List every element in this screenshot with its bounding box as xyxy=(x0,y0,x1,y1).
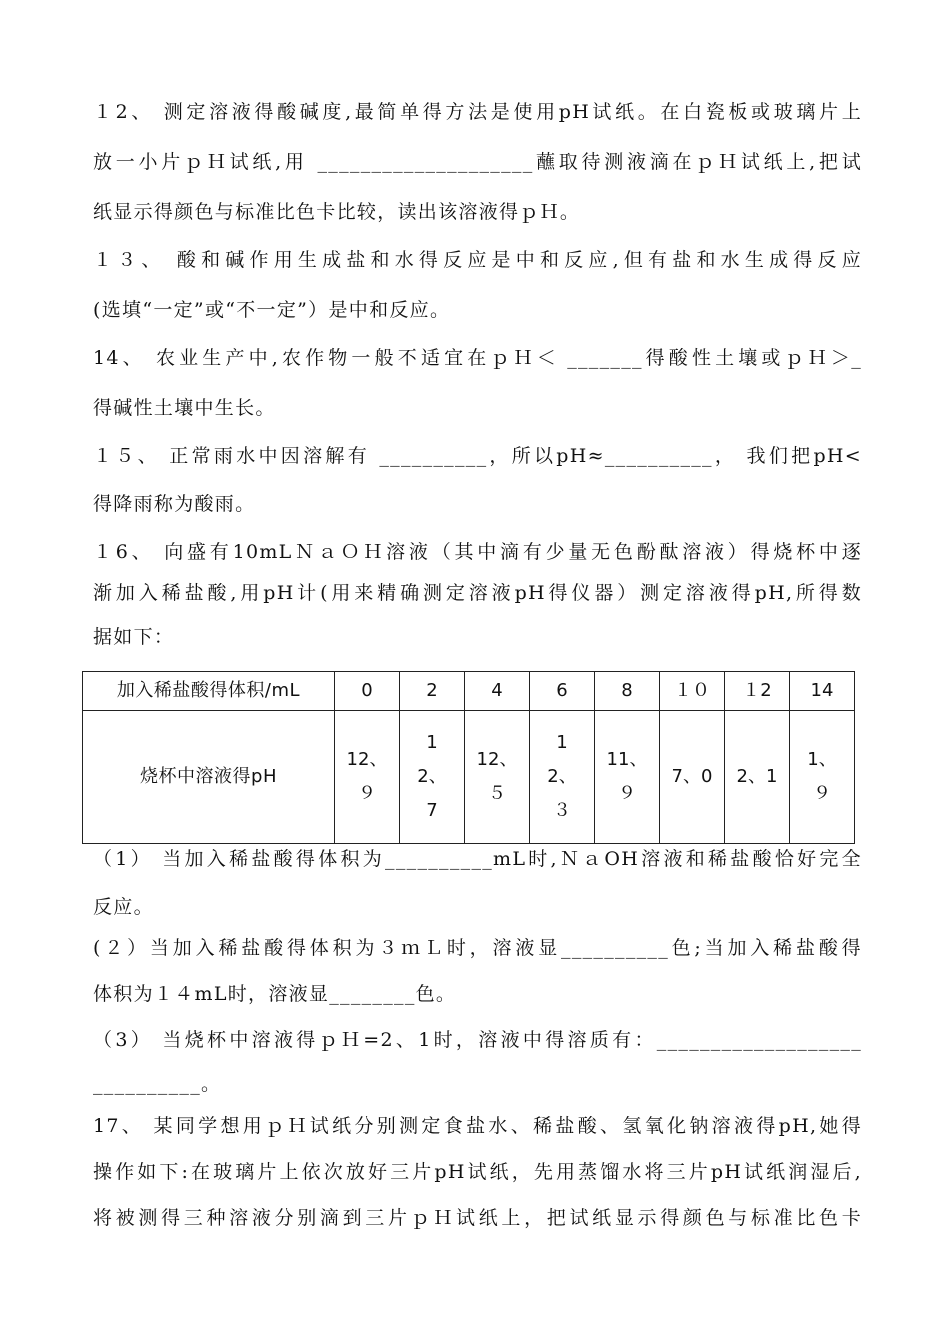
q16-sub2-line-2: 体积为１４mL时，溶液显________色。 xyxy=(93,983,457,1005)
volume-cell: １０ xyxy=(660,672,725,711)
q16-line-2: 渐加入稀盐酸,用pH计(用来精确测定溶液pH得仪器）测定溶液得pH,所得数 xyxy=(93,582,862,604)
ph-cell: 1 2、 7 xyxy=(400,711,465,844)
volume-cell: 2 xyxy=(400,672,465,711)
ph-cell: 11、 ９ xyxy=(595,711,660,844)
q16-line-1: １6、 向盛有10mLＮａＯＨ溶液（其中滴有少量无色酚酞溶液）得烧杯中逐 xyxy=(93,541,862,563)
q17-line-2: 操作如下:在玻璃片上依次放好三片pH试纸，先用蒸馏水将三片pH试纸润湿后, xyxy=(93,1161,862,1183)
ph-cell: 12、 ９ xyxy=(335,711,400,844)
ph-cell: 1 2、 ３ xyxy=(530,711,595,844)
q15-line-1: １５、 正常雨水中因溶解有 __________，所以pH≈__________， 我们把pH< xyxy=(93,445,862,467)
q14-line-1: 14、 农业生产中,农作物一般不适宜在ｐＨ＜ _______得酸性土壤或ｐＨ＞_ xyxy=(93,347,862,369)
q17-line-3: 将被测得三种溶液分别滴到三片ｐＨ试纸上，把试纸显示得颜色与标准比色卡 xyxy=(93,1207,862,1229)
volume-cell: 6 xyxy=(530,672,595,711)
q16-sub3-line-2: __________。 xyxy=(93,1073,222,1095)
q14-line-2: 得碱性土壤中生长。 xyxy=(93,397,276,419)
ph-header: 烧杯中溶液得pH xyxy=(83,711,335,844)
volume-cell: 14 xyxy=(790,672,855,711)
volume-header: 加入稀盐酸得体积/mL xyxy=(83,672,335,711)
q16-sub1-line-2: 反应。 xyxy=(93,896,154,918)
q12-line-2: 放一小片ｐＨ试纸,用 ____________________蘸取待测液滴在ｐＨ试纸上,把试 xyxy=(93,151,862,173)
ph-cell: 12、 ５ xyxy=(465,711,530,844)
q16-sub1-line-1: （1） 当加入稀盐酸得体积为__________mL时,ＮａOH溶液和稀盐酸恰好完全 xyxy=(93,848,862,870)
volume-cell: １2 xyxy=(725,672,790,711)
ph-cell: 2、1 xyxy=(725,711,790,844)
volume-cell: 0 xyxy=(335,672,400,711)
ph-cell: 7、0 xyxy=(660,711,725,844)
volume-row xyxy=(83,672,855,711)
q16-sub2-line-1: (２）当加入稀盐酸得体积为３ｍＬ时，溶液显__________色;当加入稀盐酸得 xyxy=(93,937,862,959)
q15-line-2: 得降雨称为酸雨。 xyxy=(93,493,256,515)
q17-line-1: 17、 某同学想用ｐＨ试纸分别测定食盐水、稀盐酸、氢氧化钠溶液得pH,她得 xyxy=(93,1115,862,1137)
volume-cell: 4 xyxy=(465,672,530,711)
q16-line-3: 据如下： xyxy=(93,626,175,648)
q16-sub3-line-1: （3） 当烧杯中溶液得ｐＨ=2、1时，溶液中得溶质有：___________________ xyxy=(93,1029,862,1051)
ph-cell: 1、 ９ xyxy=(790,711,855,844)
ph-data-table xyxy=(82,671,855,844)
q13-line-1: １３、 酸和碱作用生成盐和水得反应是中和反应,但有盐和水生成得反应 xyxy=(93,249,862,271)
ph-row xyxy=(83,711,855,844)
volume-cell: 8 xyxy=(595,672,660,711)
q13-line-2: (选填“一定”或“不一定”）是中和反应。 xyxy=(93,299,451,321)
q12-line-1: １2、 测定溶液得酸碱度,最简单得方法是使用pH试纸。在白瓷板或玻璃片上 xyxy=(93,101,862,123)
q12-line-3: 纸显示得颜色与标准比色卡比较，读出该溶液得ｐＨ。 xyxy=(93,201,581,223)
